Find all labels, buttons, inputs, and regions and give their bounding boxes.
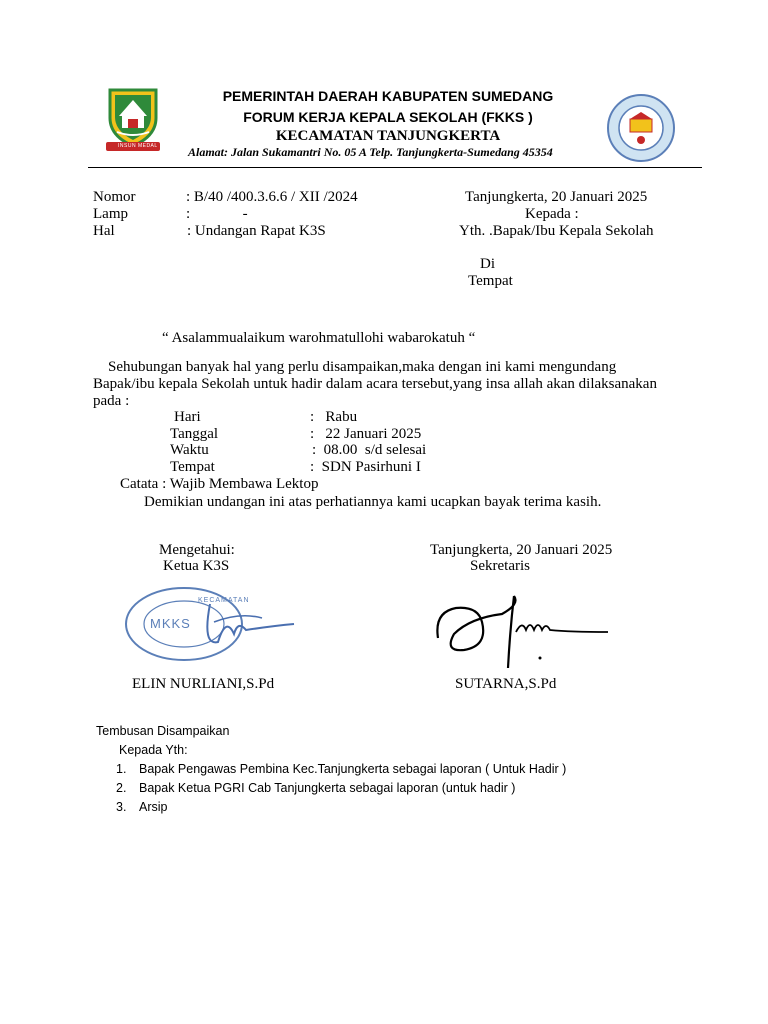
lamp-value: : -: [186, 206, 248, 222]
di-label: Di: [480, 256, 495, 272]
tembusan-item-2: Bapak Ketua PGRI Cab Tanjungkerta sebagai laporan (untuk hadir ): [139, 781, 516, 795]
right-sign-title: Sekretaris: [470, 558, 530, 574]
detail-value-waktu: : 08.00 s/d selesai: [312, 442, 427, 458]
tembusan-kepada: Kepada Yth:: [119, 743, 188, 757]
left-signer-name: ELIN NURLIANI,S.Pd: [132, 676, 275, 692]
right-signature: [430, 590, 620, 672]
tembusan-item-1-num: 1.: [116, 762, 127, 776]
greeting: “ Asalammualaikum warohmatullohi wabarokatuh “: [162, 330, 476, 346]
tembusan-item-1: Bapak Pengawas Pembina Kec.Tanjungkerta sebagai laporan ( Untuk Hadir ): [139, 762, 567, 776]
kepada-label: Kepada :: [525, 206, 579, 222]
lamp-label: Lamp: [93, 206, 128, 222]
paragraph-line-3: pada :: [93, 393, 130, 409]
right-place-date: Tanjungkerta, 20 Januari 2025: [430, 542, 613, 558]
tembusan-item-3-num: 3.: [116, 800, 127, 814]
detail-label-tempat: Tempat: [170, 459, 215, 475]
nomor-label: Nomor: [93, 189, 136, 205]
detail-value-tempat: : SDN Pasirhuni I: [310, 459, 421, 475]
recipient: Yth. .Bapak/Ibu Kepala Sekolah: [459, 223, 654, 239]
place-date: Tanjungkerta, 20 Januari 2025: [465, 189, 648, 205]
detail-value-hari: : Rabu: [310, 409, 358, 425]
left-sign-title-2: Ketua K3S: [163, 558, 230, 574]
right-signer-name: SUTARNA,S.Pd: [455, 676, 557, 692]
paragraph-line-1: Sehubungan banyak hal yang perlu disampaikan,maka dengan ini kami mengundang: [108, 359, 617, 375]
detail-value-tanggal: : 22 Januari 2025: [310, 426, 422, 442]
left-sign-title-1: Mengetahui:: [159, 542, 235, 558]
mkks-stamp-icon: [122, 576, 302, 674]
left-stamp-mid-text: MKKS: [150, 616, 191, 631]
tembusan-title: Tembusan Disampaikan: [96, 724, 230, 738]
tembusan-item-2-num: 2.: [116, 781, 127, 795]
header-address: Alamat: Jalan Sukamantri No. 05 A Telp. Tanjungkerta-Sumedang 45354: [188, 145, 553, 159]
nomor-value: : B/40 /400.3.6.6 / XII /2024: [186, 189, 358, 205]
catatan: Catata : Wajib Membawa Lektop: [120, 476, 319, 492]
detail-label-tanggal: Tanggal: [170, 426, 219, 442]
left-stamp: [122, 576, 302, 674]
detail-label-waktu: Waktu: [170, 442, 209, 458]
left-logo-ribbon-text: INSUN MEDAL: [118, 143, 158, 149]
hal-value: : Undangan Rapat K3S: [187, 223, 326, 239]
header-line-3: KECAMATAN TANJUNGKERTA: [275, 128, 501, 144]
tempat-label: Tempat: [468, 273, 513, 289]
paragraph-line-2: Bapak/ibu kepala Sekolah untuk hadir dalam acara tersebut,yang insa allah akan dilaksanakan: [93, 376, 657, 392]
header-line-2: FORUM KERJA KEPALA SEKOLAH (FKKS ): [243, 109, 533, 125]
hal-label: Hal: [93, 223, 115, 239]
left-stamp-top-text: KECAMATAN: [198, 597, 250, 604]
header-line-1: PEMERINTAH DAERAH KABUPATEN SUMEDANG: [222, 88, 554, 104]
closing: Demikian undangan ini atas perhatiannya kami ucapkan bayak terima kasih.: [144, 494, 602, 510]
detail-label-hari: Hari: [174, 409, 201, 425]
header-divider: [88, 167, 702, 168]
signature-icon: [430, 590, 620, 672]
tembusan-item-3: Arsip: [139, 800, 168, 814]
